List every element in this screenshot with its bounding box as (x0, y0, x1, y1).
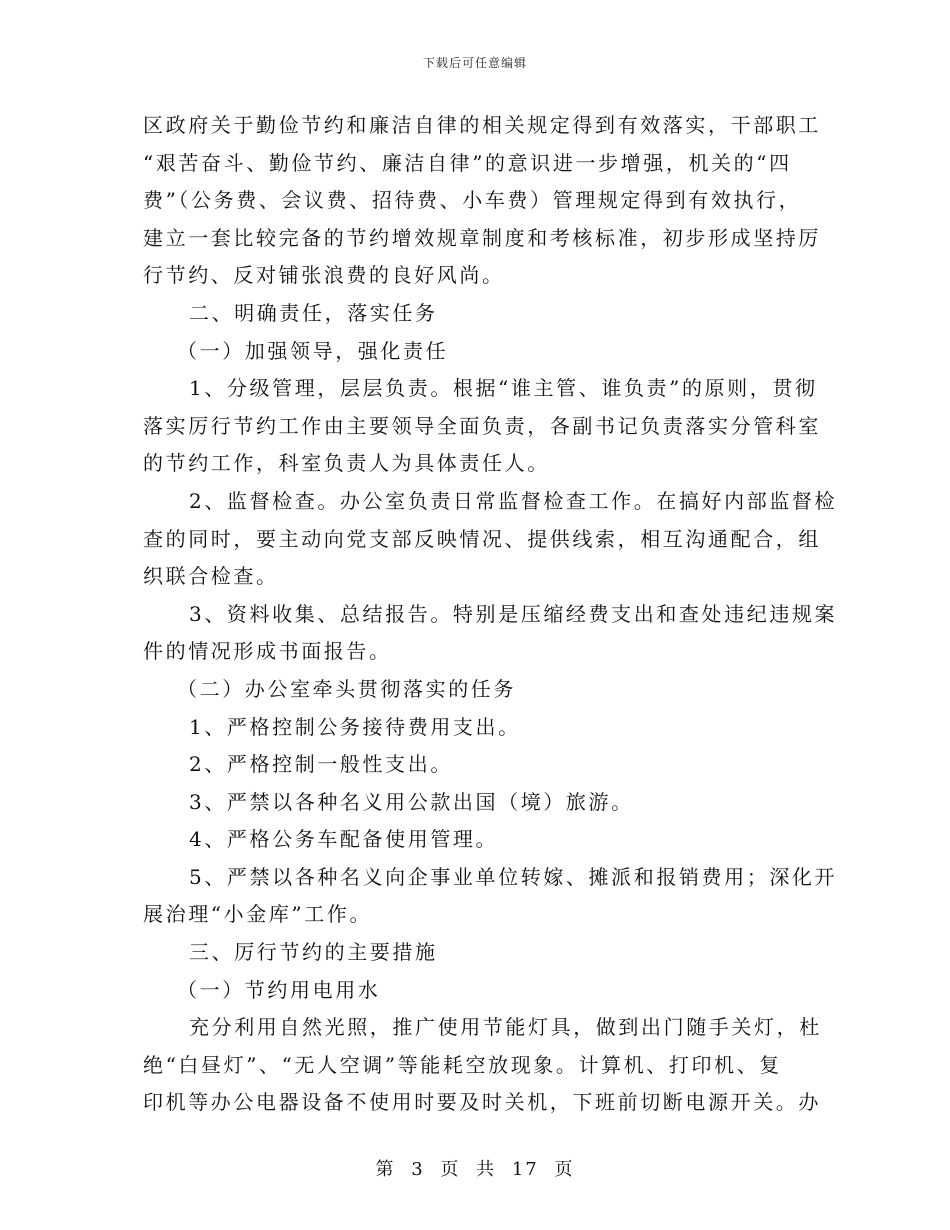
body-line: 织联合检查。 (143, 564, 279, 589)
subsection-heading: （二）办公室牵头贯彻落实的任务 (177, 676, 516, 701)
body-line: 绝“白昼灯”、“无人空调”等能耗空放现象。计算机、打印机、复 (143, 1052, 782, 1077)
body-line: 1、分级管理，层层负责。根据“谁主管、谁负责”的原则，贯彻 (189, 376, 818, 401)
body-line: 查的同时，要主动向党支部反映情况、提供线索，相互沟通配合，组 (143, 526, 821, 551)
body-line: 3、资料收集、总结报告。特别是压缩经费支出和查处违纪违规案 (189, 601, 838, 626)
body-line: 2、监督检查。办公室负责日常监督检查工作。在搞好内部监督检 (189, 488, 838, 513)
page-header: 下载后可任意编辑 (422, 56, 527, 70)
body-line: 建立一套比较完备的节约增效规章制度和考核标准，初步形成坚持厉 (143, 225, 821, 250)
body-line: 落实厉行节约工作由主要领导全面负责，各副书记负责落实分管科室 (143, 413, 821, 438)
list-item: 3、严禁以各种名义用公款出国（境）旅游。 (189, 789, 634, 814)
body-line: 区政府关于勤俭节约和廉洁自律的相关规定得到有效落实，干部职工 (143, 113, 821, 137)
list-item: 4、严格公务车配备使用管理。 (189, 827, 499, 852)
subsection-heading: （一）加强领导，强化责任 (177, 338, 449, 363)
body-line: “艰苦奋斗、勤俭节约、廉洁自律”的意识进一步增强，机关的“四 (143, 150, 792, 175)
page-footer: 第 3 页 共 17 页 (375, 1159, 575, 1180)
body-line: 的节约工作，科室负责人为具体责任人。 (143, 451, 550, 476)
document-body (143, 107, 838, 1122)
body-line: 费”（公务费、会议费、招待费、小车费）管理规定得到有效执行， (143, 188, 802, 213)
list-item: 1、严格控制公务接待费用支出。 (189, 714, 521, 739)
body-line: 件的情况形成书面报告。 (143, 639, 392, 664)
body-line: 展治理“小金库”工作。 (143, 902, 373, 927)
subsection-heading: （一）节约用电用水 (177, 977, 381, 1002)
section-heading: 三、厉行节约的主要措施 (189, 940, 438, 965)
body-line: 印机等办公电器设备不使用时要及时关机，下班前切断电源开关。办 (143, 1090, 821, 1115)
body-line: 充分利用自然光照，推广使用节能灯具，做到出门随手关灯，杜 (189, 1015, 822, 1040)
list-item: 5、严禁以各种名义向企事业单位转嫁、摊派和报销费用；深化开 (189, 864, 838, 889)
list-item: 2、严格控制一般性支出。 (189, 752, 453, 777)
body-line: 行节约、反对铺张浪费的良好风尚。 (143, 263, 505, 288)
section-heading: 二、明确责任，落实任务 (189, 300, 438, 325)
